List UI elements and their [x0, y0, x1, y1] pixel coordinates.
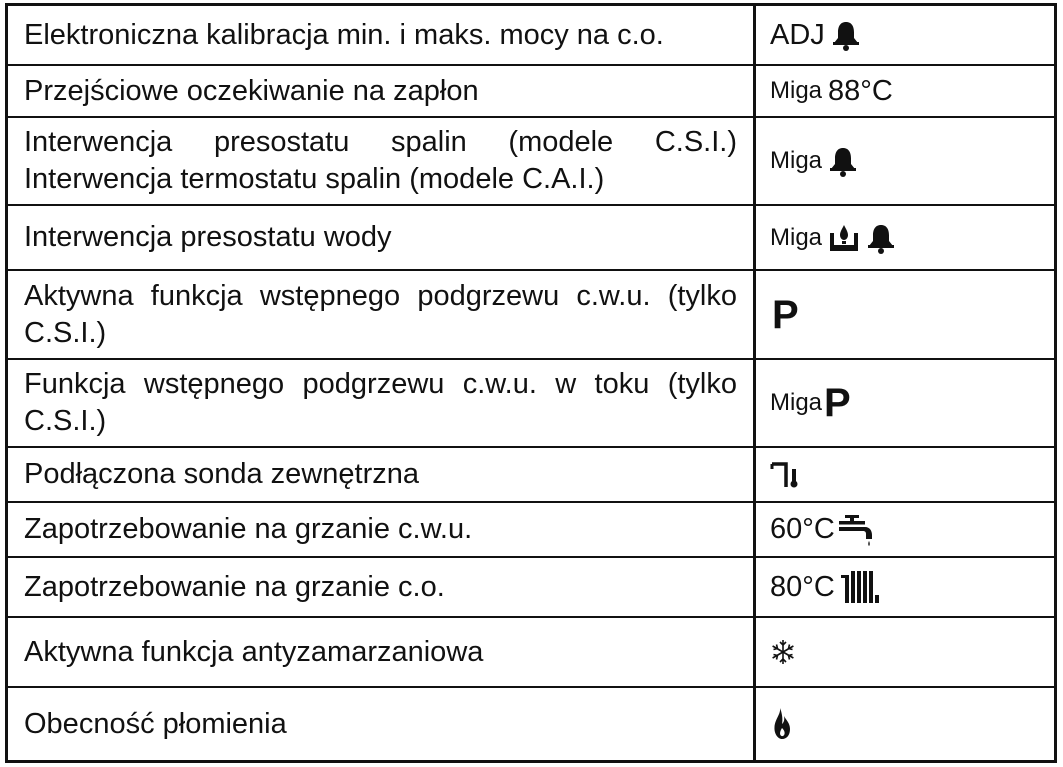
table-row — [8, 206, 1054, 271]
table-row — [8, 448, 1054, 503]
value-text: ADJ — [770, 18, 825, 51]
row-description: Podłączona sonda zewnętrzna — [24, 458, 419, 490]
row-value — [756, 558, 1054, 616]
row-value — [756, 503, 1054, 556]
flame-icon — [772, 707, 792, 741]
table-row — [8, 618, 1054, 688]
radiator-icon — [841, 569, 881, 605]
snowflake-icon — [770, 639, 796, 665]
row-description: Interwencja presostatu spalin (modele C.S.I.) Interwencja termostatu spalin (modele C.A.I.) — [24, 126, 737, 195]
row-description: Elektroniczna kalibracja min. i maks. mocy na c.o. — [24, 18, 664, 51]
value-text: P — [772, 292, 799, 337]
value-prefix: Miga — [770, 389, 823, 416]
bell-icon — [828, 145, 858, 177]
value-text: 88°C — [828, 74, 893, 107]
row-value — [756, 206, 1054, 269]
row-value — [756, 66, 1054, 116]
row-description: Funkcja wstępnego podgrzewu c.w.u. w toku (tylko C.S.I.) — [24, 368, 737, 437]
bell-icon — [866, 222, 896, 254]
table-row — [8, 118, 1054, 206]
water-pressure-icon — [828, 223, 860, 253]
row-description: Zapotrzebowanie na grzanie c.o. — [24, 570, 445, 603]
table-row — [8, 271, 1054, 360]
row-description: Zapotrzebowanie na grzanie c.w.u. — [24, 513, 473, 545]
value-prefix: Miga — [770, 77, 823, 104]
bell-icon — [831, 19, 861, 51]
table-row — [8, 688, 1054, 760]
table-row — [8, 66, 1054, 118]
outdoor-sensor-icon — [770, 461, 802, 489]
row-value — [756, 448, 1054, 501]
row-description: Aktywna funkcja wstępnego podgrzewu c.w.u. (tylko C.S.I.) — [24, 279, 737, 349]
table-row — [8, 360, 1054, 448]
table-row — [8, 6, 1054, 66]
table-row — [8, 503, 1054, 558]
row-description: Aktywna funkcja antyzamarzaniowa — [24, 635, 484, 668]
value-text: 60°C — [770, 513, 835, 545]
row-description: Interwencja presostatu wody — [24, 221, 392, 253]
row-value — [756, 688, 1054, 760]
row-value — [756, 118, 1054, 204]
table-row — [8, 558, 1054, 618]
row-value — [756, 618, 1054, 686]
row-value — [756, 360, 1054, 446]
value-text: P — [824, 381, 851, 425]
status-table — [5, 3, 1057, 763]
value-prefix: Miga — [770, 147, 823, 174]
row-description: Obecność płomienia — [24, 707, 287, 740]
row-description: Przejściowe oczekiwanie na zapłon — [24, 74, 479, 107]
value-prefix: Miga — [770, 223, 823, 251]
value-text: 80°C — [770, 570, 835, 603]
row-value — [756, 271, 1054, 358]
row-value — [756, 6, 1054, 64]
tap-icon — [837, 513, 875, 547]
